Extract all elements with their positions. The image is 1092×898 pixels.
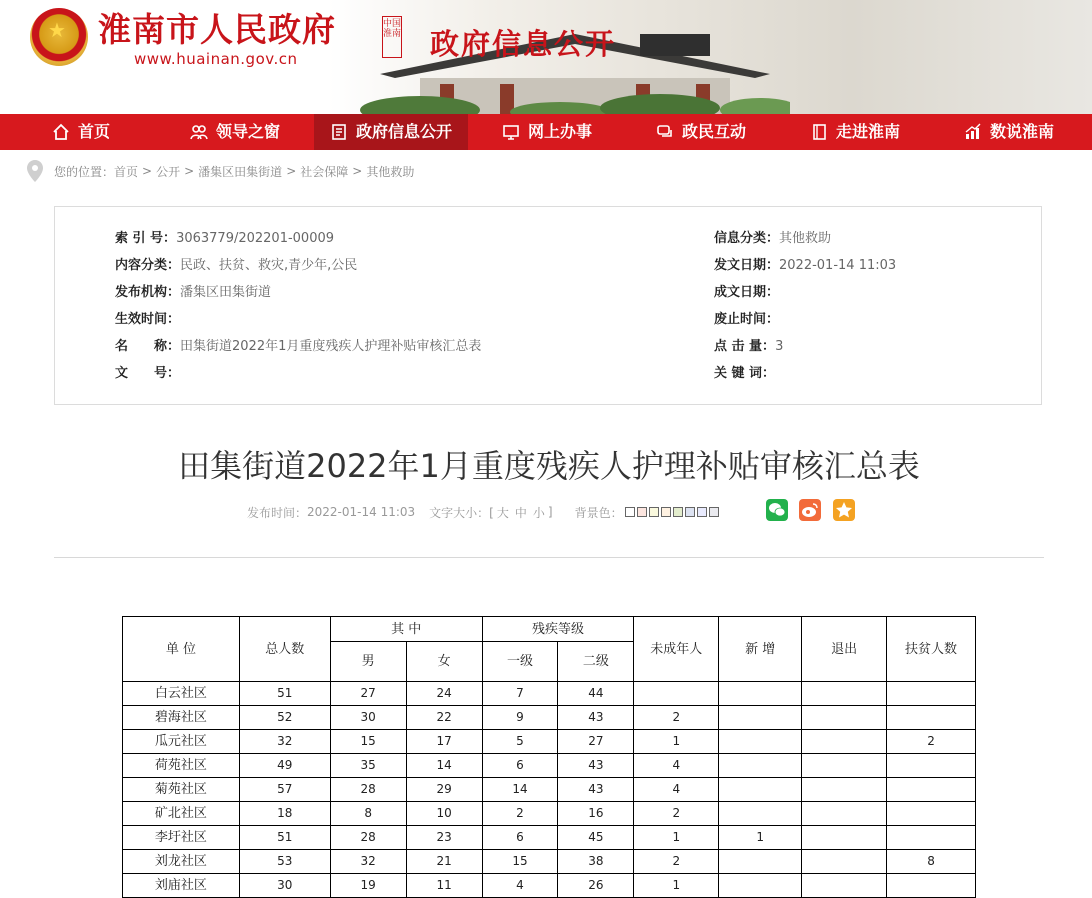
table-cell	[719, 730, 802, 754]
main-nav	[0, 114, 1092, 150]
people-icon	[190, 123, 208, 141]
table-cell: 1	[634, 826, 719, 850]
table-cell: 43	[558, 754, 634, 778]
table-cell: 11	[406, 874, 482, 898]
nav-label: 网上办事	[528, 122, 593, 141]
document-icon	[330, 123, 348, 141]
font-size-end: ]	[547, 505, 553, 519]
table-cell: 16	[558, 802, 634, 826]
info-keywords: 关 键 词：	[714, 366, 776, 381]
table-cell: 7	[482, 682, 558, 706]
font-size-label: 文字大小：[	[429, 505, 494, 520]
table-cell: 32	[239, 730, 330, 754]
nav-label: 领导之窗	[216, 122, 281, 141]
table-cell: 43	[558, 778, 634, 802]
nav-label: 走进淮南	[836, 122, 901, 141]
bg-swatch[interactable]	[697, 507, 707, 517]
wechat-icon[interactable]	[766, 499, 788, 521]
table-cell: 4	[634, 778, 719, 802]
article-title: 田集街道2022年1月重度残疾人护理补贴审核汇总表	[178, 447, 920, 485]
table-cell: 45	[558, 826, 634, 850]
table-cell	[719, 754, 802, 778]
info-effective-time: 生效时间：	[115, 312, 181, 327]
table-cell: 2	[634, 706, 719, 730]
summary-table	[122, 616, 976, 898]
font-size-large[interactable]: 大	[496, 505, 509, 520]
info-info-class: 信息分类：其他救助	[714, 231, 832, 246]
nav-item-interaction[interactable]	[646, 114, 766, 150]
nav-item-home[interactable]	[42, 114, 130, 150]
breadcrumb-prefix: 您的位置：	[54, 164, 115, 179]
table-cell-unit: 刘庙社区	[123, 874, 240, 898]
nav-label: 政民互动	[682, 122, 747, 141]
nav-label: 政府信息公开	[356, 122, 453, 141]
info-repeal-time: 废止时间：	[714, 312, 780, 327]
section-title: 政府信息公开	[430, 27, 617, 61]
header-female: 女	[406, 642, 482, 682]
table-cell	[802, 874, 887, 898]
location-pin-icon	[26, 159, 44, 183]
table-cell: 6	[482, 826, 558, 850]
bg-swatch[interactable]	[637, 507, 647, 517]
table-cell	[802, 730, 887, 754]
nav-item-data[interactable]	[954, 114, 1074, 150]
breadcrumb-separator: >	[142, 164, 153, 178]
table-cell: 15	[330, 730, 406, 754]
table-row	[123, 754, 976, 778]
header-unit: 单 位	[123, 617, 240, 682]
table-cell: 8	[887, 850, 976, 874]
info-clicks: 点 击 量：3	[714, 339, 784, 354]
table-cell: 4	[634, 754, 719, 778]
header-level2: 二级	[558, 642, 634, 682]
table-row	[123, 850, 976, 874]
table-cell-unit: 矿北社区	[123, 802, 240, 826]
table-cell: 28	[330, 826, 406, 850]
table-cell-unit: 荷苑社区	[123, 754, 240, 778]
table-cell: 5	[482, 730, 558, 754]
table-row	[123, 802, 976, 826]
table-cell: 4	[482, 874, 558, 898]
monitor-icon	[502, 123, 520, 141]
publish-time: 2022-01-14 11:03	[307, 505, 416, 519]
table-cell	[719, 706, 802, 730]
table-cell	[802, 778, 887, 802]
table-cell	[802, 754, 887, 778]
table-cell-unit: 瓜元社区	[123, 730, 240, 754]
site-url[interactable]: www.huainan.gov.cn	[134, 50, 298, 68]
table-cell-unit: 碧海社区	[123, 706, 240, 730]
breadcrumb-other-aid[interactable]: 其他救助	[366, 164, 415, 179]
table-cell: 23	[406, 826, 482, 850]
table-cell	[887, 778, 976, 802]
table-cell	[887, 802, 976, 826]
nav-item-gov-info[interactable]	[314, 114, 468, 150]
table-cell: 53	[239, 850, 330, 874]
table-cell	[887, 706, 976, 730]
breadcrumb-separator: >	[352, 164, 363, 178]
table-cell	[802, 682, 887, 706]
table-cell: 24	[406, 682, 482, 706]
header-male: 男	[330, 642, 406, 682]
breadcrumb-district[interactable]: 潘集区田集街道	[198, 164, 283, 179]
table-cell: 22	[406, 706, 482, 730]
info-written-date: 成文日期：	[714, 285, 780, 300]
table-cell	[887, 754, 976, 778]
table-cell: 14	[406, 754, 482, 778]
table-cell: 1	[719, 826, 802, 850]
table-cell: 44	[558, 682, 634, 706]
header-banner	[0, 0, 1092, 114]
breadcrumb-social-security[interactable]: 社会保障	[300, 164, 349, 179]
table-cell	[887, 826, 976, 850]
table-cell	[719, 802, 802, 826]
table-row	[123, 826, 976, 850]
article-meta	[247, 500, 719, 524]
table-cell	[719, 874, 802, 898]
bg-swatch[interactable]	[673, 507, 683, 517]
nav-label: 首页	[78, 122, 111, 141]
table-cell	[719, 850, 802, 874]
breadcrumb	[26, 158, 414, 184]
header-total: 总人数	[239, 617, 330, 682]
table-row	[123, 682, 976, 706]
table-cell: 51	[239, 682, 330, 706]
info-content-class: 内容分类：民政、扶贫、救灾,青少年,公民	[115, 258, 358, 273]
table-cell: 52	[239, 706, 330, 730]
header-among: 其 中	[330, 617, 482, 642]
table-cell: 30	[330, 706, 406, 730]
table-cell: 8	[330, 802, 406, 826]
table-cell: 38	[558, 850, 634, 874]
table-cell	[802, 802, 887, 826]
info-name: 名 称：田集街道2022年1月重度残疾人护理补贴审核汇总表	[115, 339, 482, 354]
table-cell-unit: 白云社区	[123, 682, 240, 706]
table-cell: 26	[558, 874, 634, 898]
table-cell: 19	[330, 874, 406, 898]
table-cell-unit: 刘龙社区	[123, 850, 240, 874]
table-body	[123, 682, 976, 898]
info-issue-date: 发文日期：2022-01-14 11:03	[714, 258, 897, 273]
table-cell: 9	[482, 706, 558, 730]
bg-swatch[interactable]	[685, 507, 695, 517]
weibo-icon[interactable]	[799, 499, 821, 521]
table-cell: 2	[482, 802, 558, 826]
table-cell	[887, 682, 976, 706]
bg-color-label: 背景色：	[574, 505, 623, 520]
home-icon	[52, 123, 70, 141]
table-cell	[887, 874, 976, 898]
table-cell: 2	[887, 730, 976, 754]
table-cell	[802, 850, 887, 874]
table-cell: 51	[239, 826, 330, 850]
table-cell	[802, 706, 887, 730]
table-cell: 35	[330, 754, 406, 778]
header-level: 残疾等级	[482, 617, 634, 642]
table-header-row	[123, 617, 976, 642]
header-poverty: 扶贫人数	[887, 617, 976, 682]
site-name: 淮南市人民政府	[98, 10, 336, 49]
header-minor: 未成年人	[634, 617, 719, 682]
table-cell: 49	[239, 754, 330, 778]
table-cell: 27	[558, 730, 634, 754]
font-size-small[interactable]: 小	[532, 505, 545, 520]
star-icon[interactable]	[833, 499, 855, 521]
table-cell: 2	[634, 802, 719, 826]
breadcrumb-separator: >	[286, 164, 297, 178]
nav-item-leaders[interactable]	[180, 114, 300, 150]
table-cell: 32	[330, 850, 406, 874]
national-emblem-icon: ★	[30, 8, 88, 66]
breadcrumb-open[interactable]: 公开	[156, 164, 181, 179]
font-size-medium[interactable]: 中	[514, 505, 527, 520]
table-row	[123, 778, 976, 802]
table-row	[123, 706, 976, 730]
bg-swatch[interactable]	[649, 507, 659, 517]
header-new: 新 增	[719, 617, 802, 682]
table-cell: 18	[239, 802, 330, 826]
book-icon	[810, 123, 828, 141]
info-doc-no: 文 号：	[115, 366, 181, 381]
table-cell: 1	[634, 874, 719, 898]
table-cell: 29	[406, 778, 482, 802]
table-cell: 15	[482, 850, 558, 874]
info-publisher: 发布机构：潘集区田集街道	[115, 285, 272, 300]
table-cell	[634, 682, 719, 706]
bg-swatch[interactable]	[709, 507, 719, 517]
table-row	[123, 874, 976, 898]
chat-icon	[656, 123, 674, 141]
table-cell	[719, 682, 802, 706]
table-cell: 28	[330, 778, 406, 802]
table-cell: 2	[634, 850, 719, 874]
breadcrumb-separator: >	[184, 164, 195, 178]
table-cell: 1	[634, 730, 719, 754]
document-info-box	[54, 206, 1042, 405]
table-cell: 6	[482, 754, 558, 778]
table-cell-unit: 李圩社区	[123, 826, 240, 850]
table-cell: 27	[330, 682, 406, 706]
nav-item-about-huainan[interactable]	[800, 114, 920, 150]
table-cell: 21	[406, 850, 482, 874]
divider	[54, 557, 1044, 558]
table-cell-unit: 菊苑社区	[123, 778, 240, 802]
publish-time-label: 发布时间：	[247, 505, 308, 520]
table-cell: 57	[239, 778, 330, 802]
table-row	[123, 730, 976, 754]
table-cell: 10	[406, 802, 482, 826]
table-cell: 43	[558, 706, 634, 730]
bg-swatch[interactable]	[625, 507, 635, 517]
nav-item-online-service[interactable]	[492, 114, 612, 150]
nav-label: 数说淮南	[990, 122, 1055, 141]
breadcrumb-home[interactable]: 首页	[114, 164, 139, 179]
table-cell: 17	[406, 730, 482, 754]
table-cell	[719, 778, 802, 802]
bg-swatch[interactable]	[661, 507, 671, 517]
table-cell	[802, 826, 887, 850]
info-index-no: 索 引 号：3063779/202201-00009	[115, 231, 335, 246]
chart-icon	[964, 123, 982, 141]
table-cell: 14	[482, 778, 558, 802]
header-exit: 退出	[802, 617, 887, 682]
table-cell: 30	[239, 874, 330, 898]
header-level1: 一级	[482, 642, 558, 682]
seal-stamp: 中国淮南	[382, 16, 402, 58]
